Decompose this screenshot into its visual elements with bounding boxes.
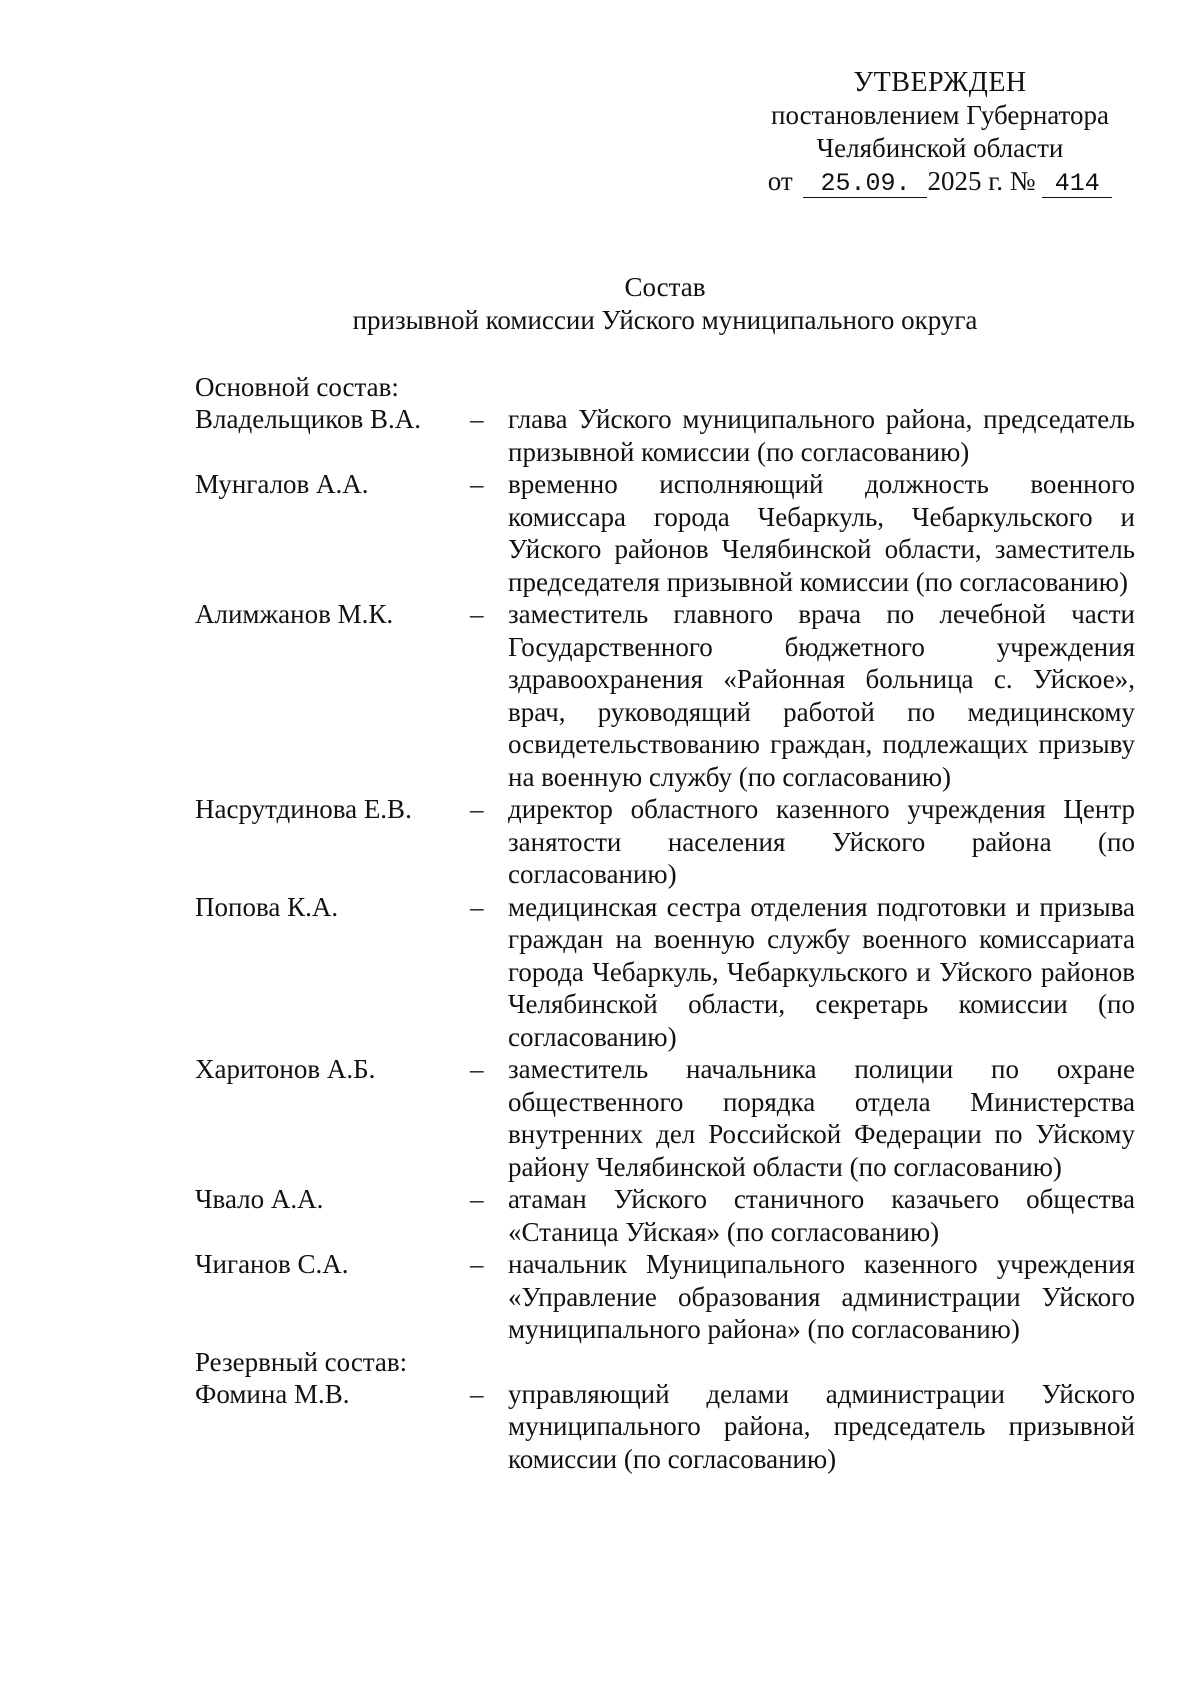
member-role: заместитель начальника полиции по охране общественного порядка отдела Министерства внутренних дел Российской Федерации по Уйскому району Челябинской области (по согласованию) bbox=[508, 1054, 1135, 1182]
approval-stamp bbox=[740, 66, 1140, 198]
member-name: Харитонов А.Б. bbox=[195, 1054, 376, 1084]
member-dash: – bbox=[470, 1378, 484, 1409]
member-role: директор областного казенного учреждения Центр занятости населения Уйского района (по согласованию) bbox=[508, 794, 1135, 889]
commission-list bbox=[195, 371, 1135, 1475]
member-role: начальник Муниципального казенного учреждения «Управление образования администрации Уйского муниципального района» (по согласованию) bbox=[508, 1249, 1135, 1344]
reserve-section-label: Резервный состав: bbox=[195, 1346, 408, 1377]
member-row bbox=[195, 1053, 1135, 1183]
handwritten-number: 414 bbox=[1042, 171, 1112, 198]
title-line-1: Состав bbox=[624, 272, 706, 302]
member-role: глава Уйского муниципального района, председатель призывной комиссии (по согласованию) bbox=[508, 404, 1135, 467]
member-role: заместитель главного врача по лечебной части Государственного бюджетного учреждения здравоохранения «Районная больница с. Уйское», врач, руководящий работой по медицинскому освидетельствованию граждан, подлежащих призыву на военную службу (по согласованию) bbox=[508, 599, 1135, 792]
member-row bbox=[195, 468, 1135, 598]
member-row bbox=[195, 891, 1135, 1054]
member-name: Насрутдинова Е.В. bbox=[195, 794, 412, 824]
title-line-2: призывной комиссии Уйского муниципального округа bbox=[352, 305, 978, 335]
member-row bbox=[195, 1248, 1135, 1346]
member-dash: – bbox=[470, 469, 484, 499]
member-name: Попова К.А. bbox=[195, 891, 339, 922]
member-dash: – bbox=[470, 599, 484, 629]
main-section-label: Основной состав: bbox=[195, 372, 399, 402]
approval-line-2: Челябинской области bbox=[816, 133, 1064, 163]
member-row bbox=[195, 1378, 1135, 1476]
member-role: медицинская сестра отделения подготовки и призыва граждан на военную службу военного комиссариата города Чебаркуль, Чебаркульского и Уйского районов Челябинской области, секретарь комиссии (по согласованию) bbox=[508, 891, 1135, 1052]
member-row bbox=[195, 403, 1135, 468]
document-title bbox=[0, 271, 1200, 337]
from-label: от bbox=[767, 166, 793, 196]
member-name: Фомина М.В. bbox=[195, 1378, 350, 1409]
member-dash: – bbox=[470, 1249, 484, 1279]
member-dash: – bbox=[470, 1054, 484, 1084]
member-dash: – bbox=[470, 891, 484, 922]
member-dash: – bbox=[470, 404, 484, 434]
member-name: Мунгалов А.А. bbox=[195, 469, 369, 499]
year-text: 2025 г. № bbox=[927, 166, 1036, 196]
main-members bbox=[195, 403, 1135, 1346]
member-row bbox=[195, 598, 1135, 793]
member-row bbox=[195, 793, 1135, 891]
approval-heading: УТВЕРЖДЕН bbox=[853, 67, 1027, 98]
member-role: атаман Уйского станичного казачьего общества «Станица Уйская» (по согласованию) bbox=[508, 1184, 1135, 1247]
member-name: Владельщиков В.А. bbox=[195, 404, 421, 434]
handwritten-date: 25.09. bbox=[803, 171, 927, 198]
member-row bbox=[195, 1183, 1135, 1248]
approval-line-1: постановлением Губернатора bbox=[771, 100, 1109, 130]
member-dash: – bbox=[470, 794, 484, 824]
approval-date-line bbox=[740, 165, 1140, 198]
member-role: управляющий делами администрации Уйского муниципального района, председатель призывной комиссии (по согласованию) bbox=[508, 1378, 1135, 1474]
member-dash: – bbox=[470, 1184, 484, 1214]
reserve-members bbox=[195, 1378, 1135, 1476]
member-name: Чвало А.А. bbox=[195, 1184, 324, 1214]
member-name: Алимжанов М.К. bbox=[195, 599, 394, 629]
member-role: временно исполняющий должность военного комиссара города Чебаркуль, Чебаркульского и Уйского районов Челябинской области, заместитель председателя призывной комиссии (по согласованию) bbox=[508, 469, 1135, 597]
member-name: Чиганов С.А. bbox=[195, 1249, 349, 1279]
